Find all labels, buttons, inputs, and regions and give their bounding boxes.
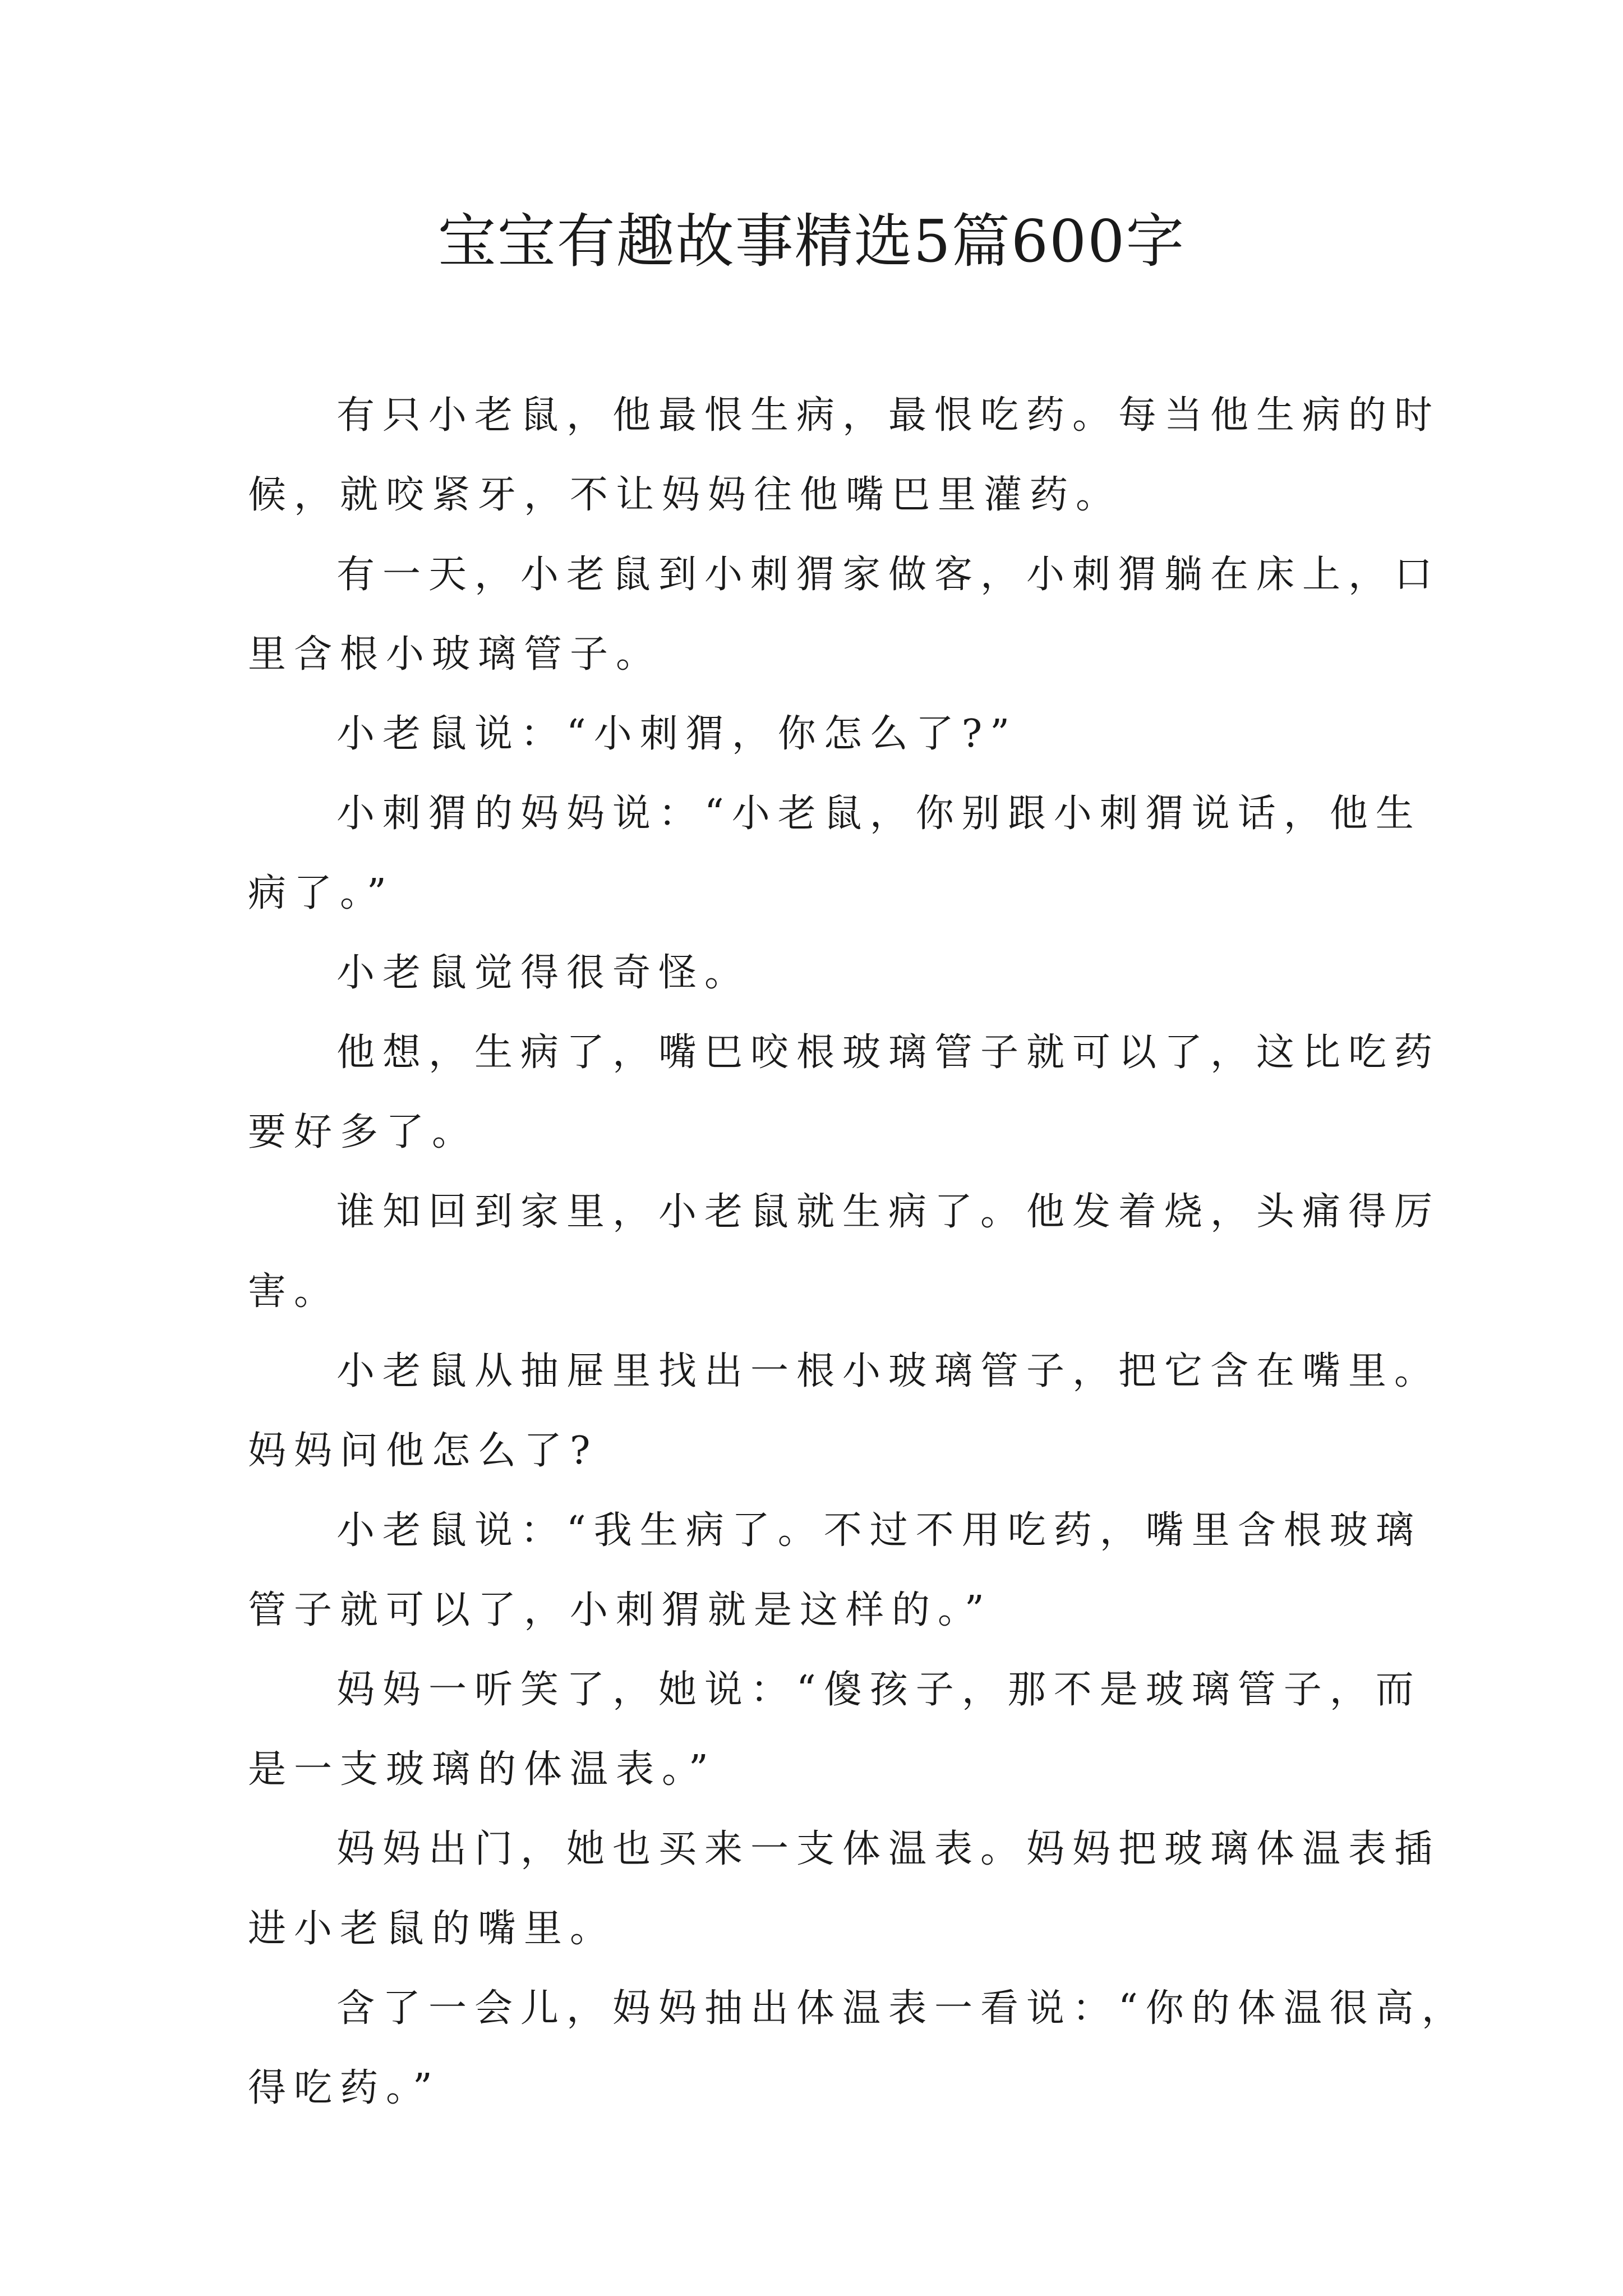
paragraph-line: 得吃药。” bbox=[248, 2066, 440, 2110]
paragraph-line: 候，就咬紧牙，不让妈妈往他嘴巴里灌药。 bbox=[248, 473, 1122, 517]
document-title: 宝宝有趣故事精选5篇600字 bbox=[437, 207, 1186, 275]
paragraph-line: 管子就可以了，小刺猬就是这样的。” bbox=[248, 1588, 992, 1632]
paragraph-line: 小老鼠从抽屉里找出一根小玻璃管子，把它含在嘴里。 bbox=[336, 1349, 1441, 1393]
paragraph-line: 小老鼠觉得很奇怪。 bbox=[336, 951, 751, 995]
paragraph-12 bbox=[248, 1969, 1468, 2128]
paragraph-line: 里含根小玻璃管子。 bbox=[248, 632, 662, 677]
paragraph-9 bbox=[248, 1491, 1422, 1650]
paragraph-line: 小老鼠说：“小刺猬，你怎么了?” bbox=[336, 712, 1017, 756]
paragraph-10 bbox=[248, 1650, 1422, 1810]
paragraph-line: 妈妈出门，她也买来一支体温表。妈妈把玻璃体温表插 bbox=[336, 1827, 1441, 1871]
paragraph-line: 妈妈问他怎么了? bbox=[248, 1429, 598, 1473]
paragraph-line: 要好多了。 bbox=[248, 1110, 478, 1154]
paragraph-line: 病了。” bbox=[248, 871, 394, 915]
paragraph-5 bbox=[248, 933, 1386, 1013]
paragraph-8 bbox=[248, 1332, 1441, 1491]
paragraph-2 bbox=[248, 535, 1441, 694]
paragraph-6 bbox=[248, 1013, 1441, 1172]
paragraph-line: 进小老鼠的嘴里。 bbox=[248, 1907, 616, 1951]
paragraph-line: 害。 bbox=[248, 1269, 340, 1314]
paragraph-7 bbox=[248, 1172, 1441, 1332]
paragraph-line: 小老鼠说：“我生病了。不过不用吃药，嘴里含根玻璃 bbox=[336, 1508, 1422, 1553]
paragraph-3 bbox=[248, 694, 1386, 774]
paragraph-line: 有一天，小老鼠到小刺猬家做客，小刺猬躺在床上，口 bbox=[336, 553, 1441, 597]
paragraph-line: 含了一会儿，妈妈抽出体温表一看说：“你的体温很高， bbox=[336, 1986, 1468, 2031]
paragraph-line: 他想，生病了，嘴巴咬根玻璃管子就可以了，这比吃药 bbox=[336, 1030, 1441, 1075]
paragraph-line: 妈妈一听笑了，她说：“傻孩子，那不是玻璃管子，而 bbox=[336, 1668, 1422, 1712]
paragraph-line: 小刺猬的妈妈说：“小老鼠，你别跟小刺猬说话，他生 bbox=[336, 792, 1422, 836]
paragraph-line: 有只小老鼠，他最恨生病，最恨吃药。每当他生病的时 bbox=[336, 393, 1441, 438]
paragraph-11 bbox=[248, 1810, 1441, 1969]
paragraph-4 bbox=[248, 774, 1422, 933]
paragraph-line: 是一支玻璃的体温表。” bbox=[248, 1747, 716, 1792]
paragraph-line: 谁知回到家里，小老鼠就生病了。他发着烧，头痛得厉 bbox=[336, 1190, 1441, 1234]
document-body bbox=[248, 376, 1468, 2128]
paragraph-1 bbox=[248, 376, 1441, 535]
